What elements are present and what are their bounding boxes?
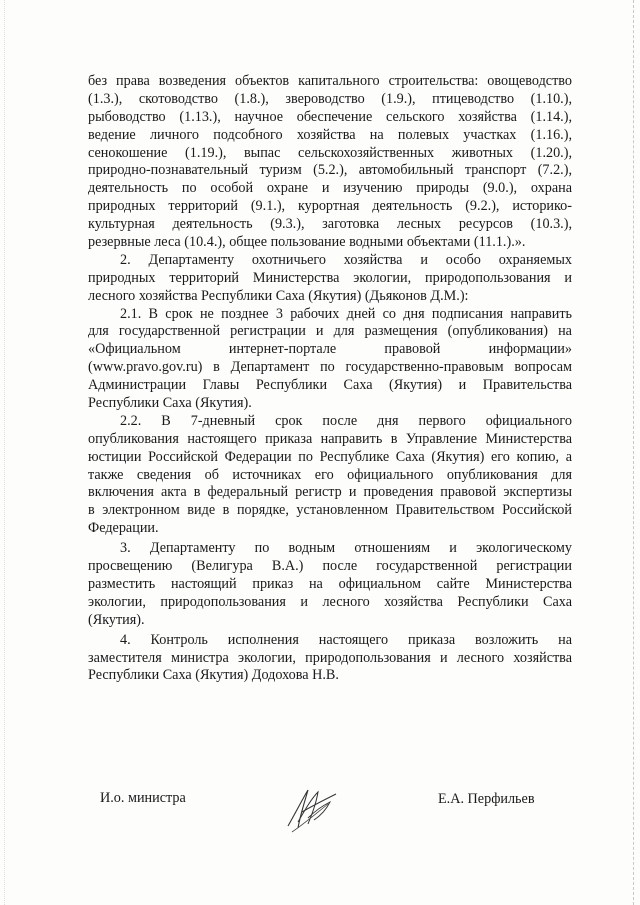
text-line: природных территорий Министерства экологии, природопользования и [88,269,572,286]
text-line: природных территорий (9.1.), курортная деятельность (9.2.), историко- [88,198,572,215]
handwritten-signature [278,782,344,836]
paragraph-3-line: 3. Департаменту по водным отношениям и экологическому [120,540,572,557]
text-line: природно-познавательный туризм (5.2.), автомобильный транспорт (7.2.), [88,162,572,179]
paragraph-4-line: 4. Контроль исполнения настоящего приказа возложить на [120,631,572,648]
signatory-position: И.о. министра [100,790,186,806]
signatory-name: Е.А. Перфильев [438,791,535,807]
text-line: Администрации Главы Республики Саха (Якутия) и Правительства [88,377,572,394]
text-line: Республики Саха (Якутия). [88,395,252,412]
paragraph-2-2-line: 2.2. В 7-дневный срок после дня первого официального [120,412,572,429]
text-line: разместить настоящий приказ на официальном сайте Министерства [88,575,572,592]
text-line: культурная деятельность (9.3.), заготовка лесных ресурсов (10.3.), [88,216,572,233]
text-line: ведение личного подсобного хозяйства на полевых участках (1.16.), [88,126,572,143]
text-line: экологии, природопользования и лесного хозяйства Республики Саха [88,593,572,610]
text-line: также сведения об источниках его официального опубликования для [88,466,572,483]
text-line: опубликования настоящего приказа направить в Управление Министерства [88,430,572,447]
text-line: заместителя министра экологии, природопользования и лесного хозяйства [88,649,572,666]
paragraph-2-line: 2. Департаменту охотничьего хозяйства и особо охраняемых [120,251,572,268]
text-line: в электронном виде в порядке, установленном Правительством Российской [88,502,572,519]
text-line: сенокошение (1.19.), выпас сельскохозяйственных животных (1.20.), [88,144,572,161]
text-line: Федерации. [88,520,159,537]
scan-edge-left [4,0,6,905]
text-line: (Якутия). [88,611,145,628]
text-line: «Официальном интернет-портале правовой информации» [88,341,572,358]
order-text [88,73,572,685]
paragraph-2-1-line: 2.1. В срок не позднее 3 рабочих дней со дня подписания направить [120,305,572,322]
text-line: юстиции Российской Федерации по Республике Саха (Якутия) его копию, а [88,448,572,465]
text-line: деятельность по особой охране и изучению природы (9.0.), охрана [88,180,572,197]
text-line: Республики Саха (Якутия) Додохова Н.В. [88,667,339,684]
scan-edge [632,0,634,905]
text-line: рыбоводство (1.13.), научное обеспечение сельского хозяйства (1.14.), [88,108,572,125]
text-line: просвещению (Велигура В.А.) после государственной регистрации [88,558,572,575]
text-line: включения акта в федеральный регистр и проведения правовой экспертизы [88,484,572,501]
text-line: (www.pravo.gov.ru) в Департамент по государственно-правовым вопросам [88,359,572,376]
text-line: без права возведения объектов капитального строительства: овощеводство [88,73,572,89]
text-line: резервные леса (10.4.), общее пользование водными объектами (11.1.).». [88,234,526,251]
text-line: лесного хозяйства Республики Саха (Якутия) (Дьяконов Д.М.): [88,287,469,304]
text-line: для государственной регистрации и для размещения (опубликования) на [88,323,572,340]
text-line: (1.3.), скотоводство (1.8.), звероводство (1.9.), птицеводство (1.10.), [88,90,572,107]
